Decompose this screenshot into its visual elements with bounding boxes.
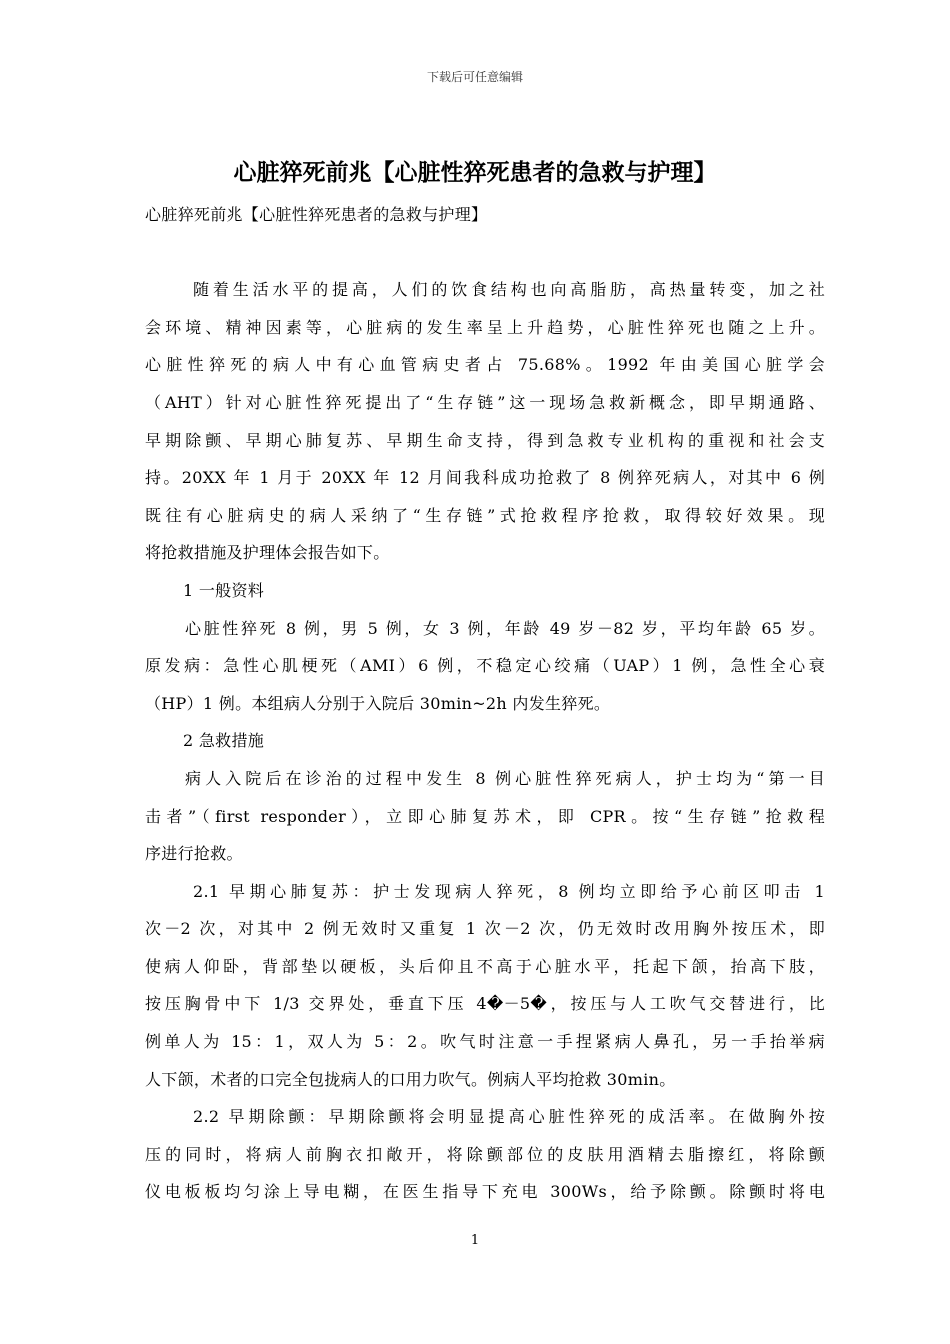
document-title: 心脏猝死前兆【心脏性猝死患者的急救与护理】 [233,160,717,186]
page-header: 下载后可任意编辑 [426,70,523,84]
paragraph-line: 持。20XX 年 1 月于 20XX 年 12 月间我科成功抢救了 8 例猝死病人，对其中 6 例 [145,468,825,488]
paragraph-line: 次－2 次，对其中 2 例无效时又重复 1 次－2 次，仍无效时改用胸外按压术，即 [145,919,825,939]
paragraph-line: 2.2 早期除颤：早期除颤将会明显提高心脏性猝死的成活率。在做胸外按 [193,1107,825,1127]
paragraph-line: 会环境、精神因素等，心脏病的发生率呈上升趋势，心脏性猝死也随之上升。 [145,317,825,337]
paragraph-line: 早期除颤、早期心肺复苏、早期生命支持，得到急救专业机构的重视和社会支 [145,430,825,450]
paragraph-line: 心脏性猝死的病人中有心血管病史者占 75.68%。1992 年由美国心脏学会 [145,355,825,375]
paragraph-line: 序进行抢救。 [145,844,243,864]
paragraph-line: 压的同时，将病人前胸衣扣敞开，将除颤部位的皮肤用酒精去脂擦红，将除颤 [145,1144,825,1164]
paragraph-line: 例单人为 15：1，双人为 5：2。吹气时注意一手捏紧病人鼻孔，另一手抬举病 [145,1032,825,1052]
section-heading: 2 急救措施 [183,731,265,751]
paragraph-line: 原发病：急性心肌梗死（AMI）6 例，不稳定心绞痛（UAP）1 例，急性全心衰 [145,656,825,676]
paragraph-line: （AHT）针对心脏性猝死提出了“生存链”这一现场急救新概念，即早期通路、 [145,392,825,412]
paragraph-line: 既往有心脏病史的病人采纳了“生存链”式抢救程序抢救，取得较好效果。现 [145,505,825,525]
paragraph-line: 病人入院后在诊治的过程中发生 8 例心脏性猝死病人，护士均为“第一目 [185,768,825,788]
paragraph-line: 击者”（first responder），立即心肺复苏术，即 CPR。按“生存链”抢救程 [145,806,825,826]
paragraph-line: 按压胸骨中下 1/3 交界处，垂直下压 4�－5�，按压与人工吹气交替进行，比 [145,994,825,1014]
page-number: 1 [470,1233,480,1248]
paragraph-line: 使病人仰卧，背部垫以硬板，头后仰且不高于心脏水平，托起下颌，抬高下肢， [145,956,825,976]
paragraph-line: （HP）1 例。本组病人分别于入院后 30min~2h 内发生猝死。 [145,693,611,713]
subtitle: 心脏猝死前兆【心脏性猝死患者的急救与护理】 [145,205,488,224]
paragraph-line: 人下颌，术者的口完全包拢病人的口用力吹气。例病人平均抢救 30min。 [145,1069,676,1089]
paragraph-line: 2.1 早期心肺复苏：护士发现病人猝死，8 例均立即给予心前区叩击 1 [193,881,825,901]
paragraph-line: 仪电板板均匀涂上导电糊，在医生指导下充电 300Ws，给予除颤。除颤时将电 [145,1182,825,1202]
paragraph-line: 心脏性猝死 8 例，男 5 例，女 3 例，年龄 49 岁－82 岁，平均年龄 65 岁。 [185,618,825,638]
paragraph-line: 随着生活水平的提高，人们的饮食结构也向高脂肪，高热量转变，加之社 [193,280,825,300]
section-heading: 1 一般资料 [183,580,265,600]
document-body [145,196,825,1211]
paragraph-line: 将抢救措施及护理体会报告如下。 [145,543,390,563]
